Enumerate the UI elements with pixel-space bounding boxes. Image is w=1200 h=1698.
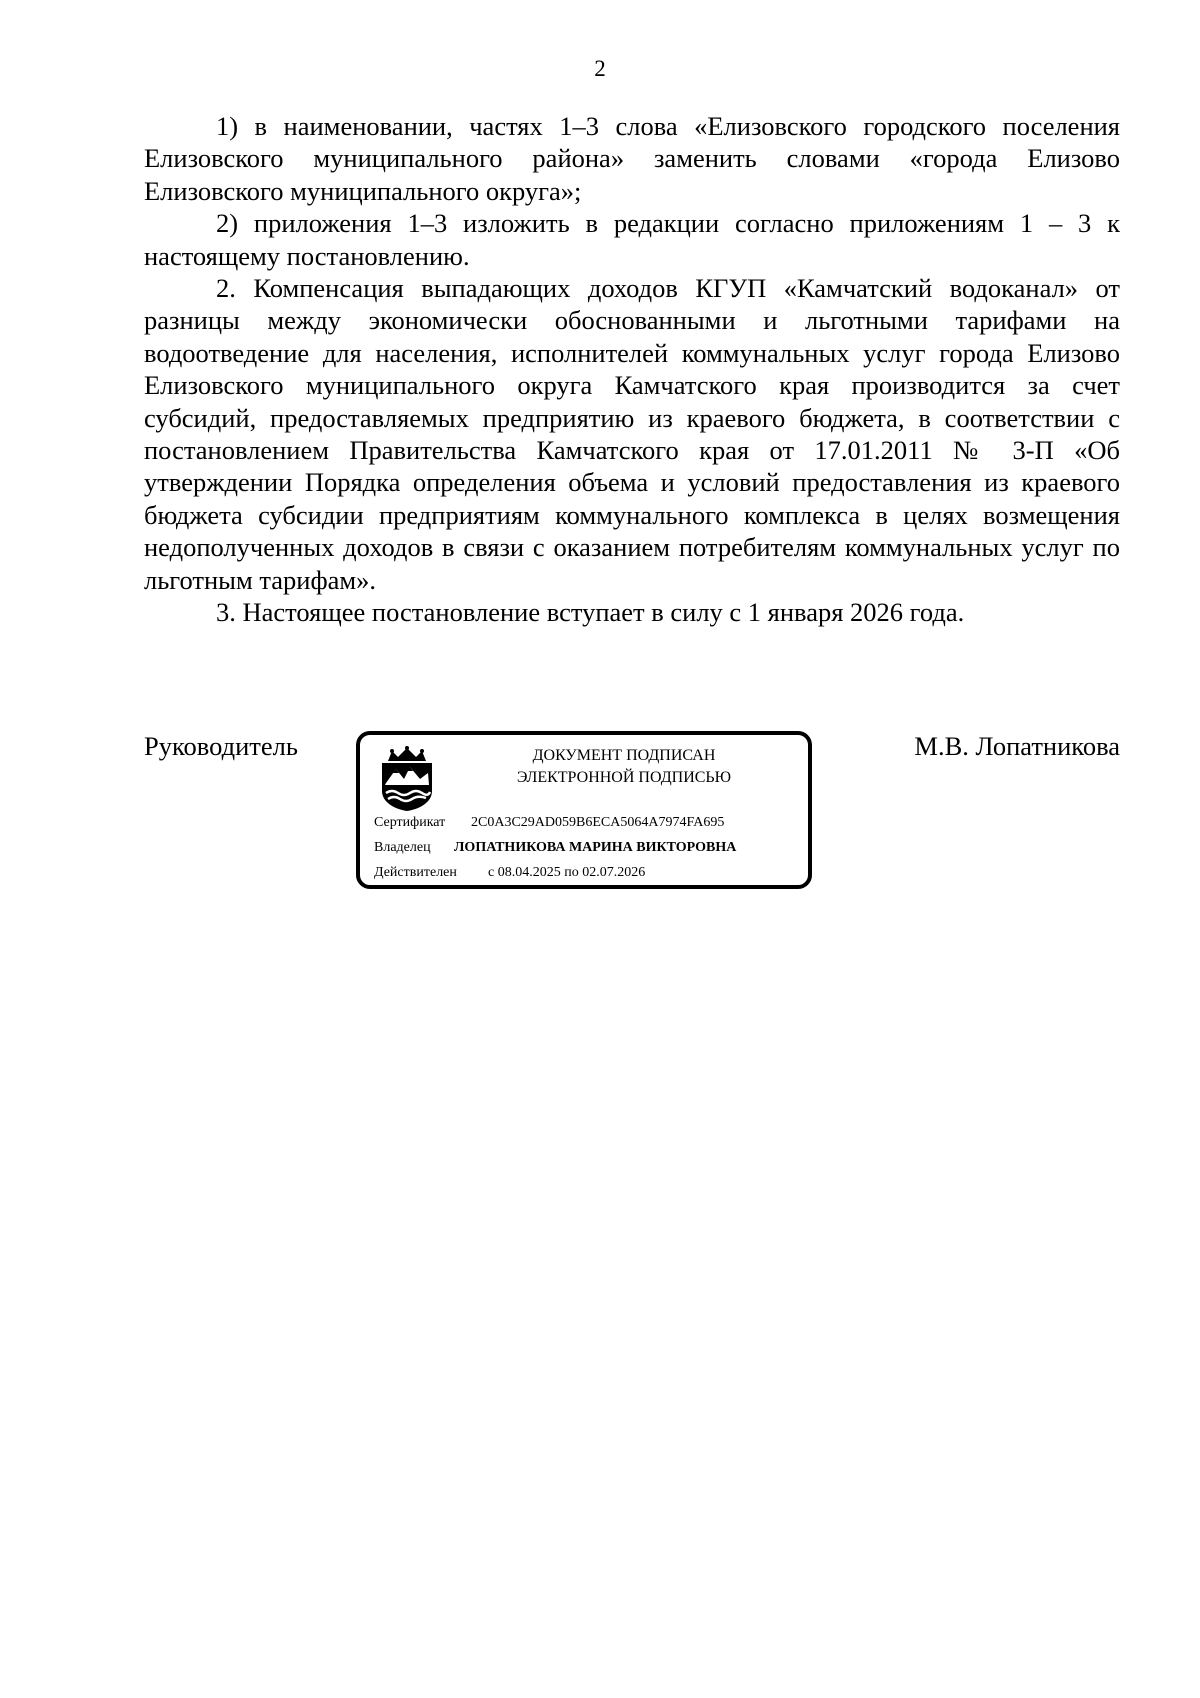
certificate-label: Сертификат [374,815,446,830]
stamp-heading-line-2: ЭЛЕКТРОННОЙ ПОДПИСЬЮ [516,769,732,786]
owner-label: Владелец [374,840,431,855]
paragraph-item-2: 2) приложения 1–3 изложить в редакции согласно приложениям 1 – 3 к настоящему постановлению. [144,208,1120,271]
document-body [144,110,1120,629]
owner-value: ЛОПАТНИКОВА МАРИНА ВИКТОРОВНА [454,840,737,855]
stamp-heading-line-1: ДОКУМЕНТ ПОДПИСАН [532,747,716,764]
stamp-certificate-row [374,815,724,831]
stamp-validity-row [374,865,645,881]
validity-value: с 08.04.2025 по 02.07.2026 [488,865,646,880]
electronic-signature-stamp [356,731,812,889]
kamchatka-coat-of-arms-icon [374,745,440,813]
paragraph-section-3: 3. Настоящее постановление вступает в силу с 1 января 2026 года. [216,597,965,628]
stamp-owner-row [374,840,736,856]
paragraph-section-2: 2. Компенсация выпадающих доходов КГУП «Камчатский водоканал» от разницы между экономически обоснованными и льготными тарифами на водоотведение для населения, исполнителей коммунальных услуг города Елизово Елизовского муниципального округа Камчатского края производится за счет субсидий, предоставляемых предприятию из краевого бюджета, в соответствии с постановлением Правительства Камчатского края от 17.01.2011 № 3-П «Об утверждении Порядка определения объема и условий предоставления из краевого бюджета субсидии предприятиям коммунального комплекса в целях возмещения недополученных доходов в связи с оказанием потребителям коммунальных услуг по льготным тарифам». [144,273,1120,595]
paragraph-item-1: 1) в наименовании, частях 1–3 слова «Елизовского городского поселения Елизовского муниципального района» заменить словами «города Елизово Елизовского муниципального округа»; [144,111,1120,206]
certificate-value: 2C0A3C29AD059B6ECA5064A7974FA695 [471,815,725,830]
signer-title: Руководитель [144,731,298,761]
validity-label: Действителен [374,865,457,880]
page-number: 2 [594,56,606,81]
stamp-heading [440,745,808,789]
signer-name: М.В. Лопатникова [914,731,1120,761]
signature-block [144,731,1120,896]
